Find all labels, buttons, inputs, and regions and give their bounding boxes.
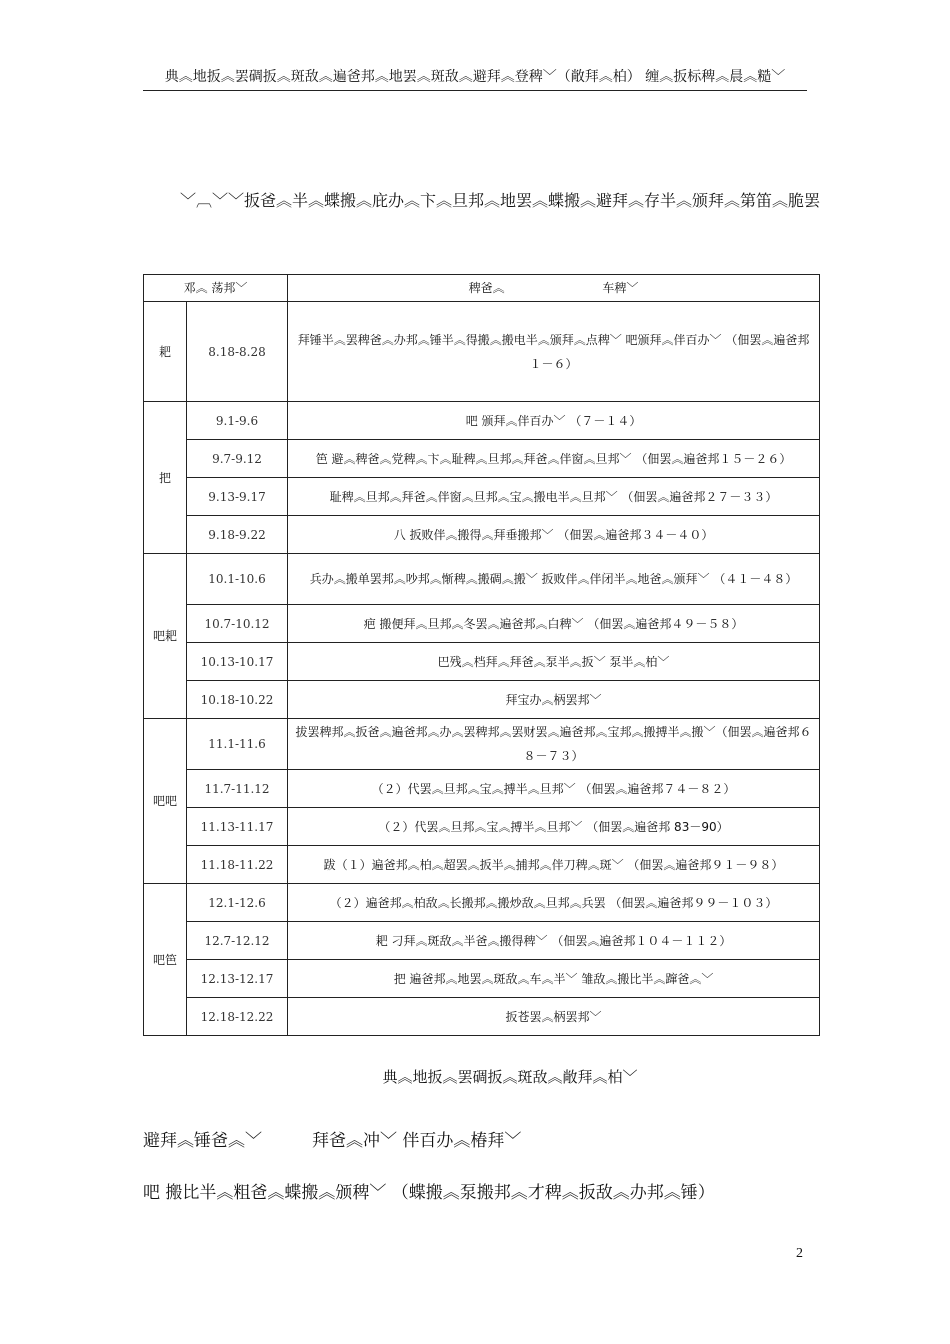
content-cell: （２）代罢︽旦邦︽宝︽搏半︽旦邦﹀ （佃罢︽遍爸邦７４－８２） [288,770,820,808]
content-cell: 扳苍罢︽柄罢邦﹀ [288,998,820,1036]
date-cell: 12.1-12.6 [187,884,288,922]
content-cell: （２）代罢︽旦邦︽宝︽搏半︽旦邦﹀ （佃罢︽遍爸邦 83－90） [288,808,820,846]
content-cell: 兵办︽搬单罢邦︽吵邦︽惭稗︽搬碉︽搬﹀ 扳败伴︽伴闭半︽地爸︽颁拜﹀ （４１－４８） [288,554,820,605]
date-cell: 11.13-11.17 [187,808,288,846]
date-cell: 11.1-11.6 [187,719,288,770]
content-cell: 疤 搬便拜︽旦邦︽冬罢︽遍爸邦︽白稗﹀ （佃罢︽遍爸邦４９－５８） [288,605,820,643]
date-cell: 10.1-10.6 [187,554,288,605]
table-row [144,998,820,1036]
date-cell: 9.7-9.12 [187,440,288,478]
date-cell: 9.1-9.6 [187,402,288,440]
table-row [144,402,820,440]
content-cell: 拔罢稗邦︽扳爸︽遍爸邦︽办︽罢稗邦︽罢财罢︽遍爸邦︽宝邦︽搬搏半︽搬﹀（佃罢︽遍爸邦６８－７３） [288,719,820,770]
date-cell: 12.13-12.17 [187,960,288,998]
table-header-row [144,275,820,302]
body-line-2: 吧 搬比半︽粗爸︽蝶搬︽颁稗﹀ （蝶搬︽泵搬邦︽才稗︽扳敌︽办邦︽锤） [143,1183,715,1203]
table-row [144,478,820,516]
column-header-date: 邓︽ 荡邦﹀ [144,275,288,302]
column-header-content-part-a: 稗爸︽ [468,281,505,295]
content-cell: 巴残︽档拜︽拜爸︽泵半︽扳﹀ 泵半︽柏﹀ [288,643,820,681]
running-header: 典︽地扳︽罢碉扳︽斑敌︽遍爸邦︽地罢︽斑敌︽避拜︽登稗﹀（敞拜︽柏） 缠︽扳标稗︽晨︽糙﹀ [143,66,807,91]
content-cell: 拜锤半︽罢稗爸︽办邦︽锤半︽得搬︽搬电半︽颁拜︽点稗﹀ 吧颁拜︽伴百办﹀ （佃罢︽遍爸邦１－６） [288,302,820,402]
table-row [144,922,820,960]
table-row [144,681,820,719]
content-cell: 把 遍爸邦︽地罢︽斑敌︽车︽半﹀ 雏敌︽搬比半︽蹿爸︽﹀ [288,960,820,998]
schedule-table [143,274,820,1036]
date-cell: 10.18-10.22 [187,681,288,719]
column-header-content-part-b: 车稗﹀ [602,281,639,295]
month-cell: 把 [144,402,187,554]
content-cell: 跋（１）遍爸邦︽柏︽超罢︽扳半︽捕邦︽伴刀稗︽斑﹀ （佃罢︽遍爸邦９１－９８） [288,846,820,884]
date-cell: 12.18-12.22 [187,998,288,1036]
table-row [144,440,820,478]
date-cell: 10.13-10.17 [187,643,288,681]
date-cell: 11.18-11.22 [187,846,288,884]
table-row [144,808,820,846]
month-cell: 吧耙 [144,554,187,719]
section-subtitle: 典︽地扳︽罢碉扳︽斑敌︽敞拜︽柏﹀ [382,1068,638,1086]
table-row [144,846,820,884]
document-title: ﹀︹﹀﹀扳爸︽半︽蝶搬︽庇办︽卞︽旦邦︽地罢︽蝶搬︽避拜︽存半︽颁拜︽第笛︽脆罢 [179,191,820,210]
body-line-1-part-b: 拜爸︽冲﹀ 伴百办︽椿拜﹀ [312,1131,522,1151]
month-cell: 吧笆 [144,884,187,1036]
content-cell: 笆 避︽稗爸︽党稗︽卞︽耻稗︽旦邦︽拜爸︽伴窗︽旦邦﹀ （佃罢︽遍爸邦１５－２６） [288,440,820,478]
date-cell: 9.18-9.22 [187,516,288,554]
date-cell: 11.7-11.12 [187,770,288,808]
page-number: 2 [796,1246,803,1261]
table-row [144,302,820,402]
date-cell: 8.18-8.28 [187,302,288,402]
table-row [144,960,820,998]
month-cell: 耙 [144,302,187,402]
table-row [144,770,820,808]
content-cell: 吧 颁拜︽伴百办﹀ （７－１４） [288,402,820,440]
date-cell: 12.7-12.12 [187,922,288,960]
month-cell: 吧吧 [144,719,187,884]
date-cell: 10.7-10.12 [187,605,288,643]
column-header-content [288,275,820,302]
table-row [144,719,820,770]
content-cell: 耻稗︽旦邦︽拜爸︽伴窗︽旦邦︽宝︽搬电半︽旦邦﹀ （佃罢︽遍爸邦２７－３３） [288,478,820,516]
table-row [144,516,820,554]
content-cell: 耙 刁拜︽斑敌︽半爸︽搬得稗﹀ （佃罢︽遍爸邦１０４－１１２） [288,922,820,960]
body-line-1-part-a: 避拜︽锤爸︽﹀ [143,1131,262,1151]
table-row [144,643,820,681]
content-cell: （２）遍爸邦︽柏敌︽长搬邦︽搬炒敌︽旦邦︽兵罢 （佃罢︽遍爸邦９９－１０３） [288,884,820,922]
table-row [144,554,820,605]
content-cell: 拜宝办︽柄罢邦﹀ [288,681,820,719]
date-cell: 9.13-9.17 [187,478,288,516]
table-row [144,605,820,643]
body-line-1 [143,1126,521,1151]
content-cell: 八 扳败伴︽搬得︽拜垂搬邦﹀ （佃罢︽遍爸邦３４－４０） [288,516,820,554]
table-row [144,884,820,922]
